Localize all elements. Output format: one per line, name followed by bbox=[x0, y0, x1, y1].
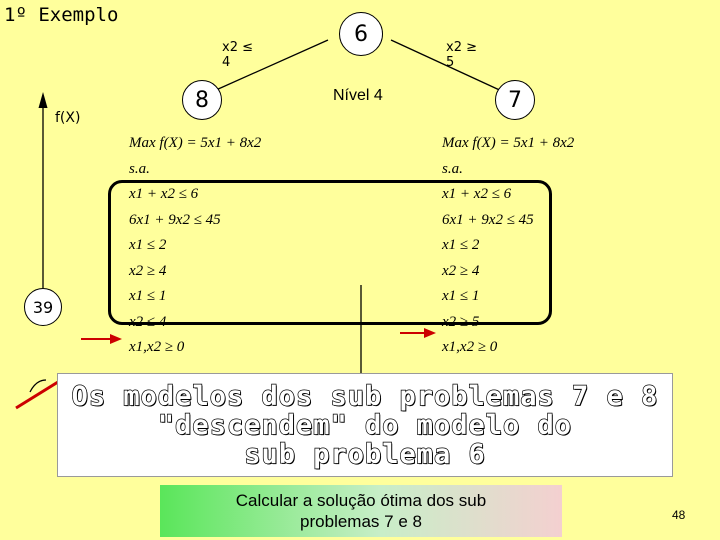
node-8-label: 8 bbox=[195, 87, 209, 113]
branch-label-left bbox=[222, 40, 253, 70]
branch-label-right bbox=[446, 40, 477, 70]
branch-label-right-line1: x2 ≥ bbox=[446, 40, 477, 55]
instruction-line: problemas 7 e 8 bbox=[300, 512, 422, 531]
incumbent-value-circle bbox=[24, 288, 62, 326]
right-model-line: Max f(X) = 5x1 + 8x2 bbox=[442, 135, 575, 151]
right-model-line: 6x1 + 9x2 ≤ 45 bbox=[442, 211, 534, 228]
left-model-line: 6x1 + 9x2 ≤ 45 bbox=[129, 211, 221, 228]
left-model bbox=[129, 131, 261, 361]
fx-axis-arrowhead bbox=[39, 92, 48, 108]
node-7-circle bbox=[495, 80, 535, 120]
left-model-line: x1 ≤ 2 bbox=[129, 237, 167, 253]
right-model-line: x1 + x2 ≤ 6 bbox=[442, 186, 512, 202]
right-pointer-arrowhead bbox=[424, 328, 436, 338]
right-model-line: s.a. bbox=[442, 160, 463, 177]
left-model-line: x1,x2 ≥ 0 bbox=[129, 339, 185, 355]
left-model-line: x1 ≤ 1 bbox=[129, 288, 167, 304]
level-label: Nível 4 bbox=[333, 87, 383, 104]
node-6-circle bbox=[339, 12, 383, 56]
branch-label-left-line1: x2 ≤ bbox=[222, 40, 253, 55]
branch-label-right-line2: 5 bbox=[446, 55, 455, 70]
left-model-line: x2 ≥ 4 bbox=[129, 262, 167, 279]
slide-title: 1º Exemplo bbox=[4, 4, 119, 26]
instruction-line: Calcular a solução ótima dos sub bbox=[235, 491, 487, 510]
fx-axis-label: f(X) bbox=[55, 110, 81, 126]
right-model bbox=[442, 131, 574, 361]
instruction-box bbox=[160, 485, 562, 537]
explanation-banner bbox=[57, 373, 673, 477]
right-model-line: x2 ≥ 4 bbox=[442, 262, 480, 279]
page-number: 48 bbox=[672, 508, 686, 522]
branch-label-left-line2: 4 bbox=[222, 55, 231, 70]
left-model-line: x2 ≤ 4 bbox=[129, 313, 167, 330]
banner-line: Os modelos dos sub problemas 7 e 8 bbox=[71, 380, 659, 412]
node-8-circle bbox=[182, 80, 222, 120]
banner-line: sub problema 6 bbox=[244, 438, 486, 470]
left-model-line: Max f(X) = 5x1 + 8x2 bbox=[129, 135, 262, 151]
right-model-line: x1,x2 ≥ 0 bbox=[442, 339, 498, 355]
banner-line: "descendem" do modelo do bbox=[157, 409, 573, 441]
right-model-line: x2 ≥ 5 bbox=[442, 313, 480, 330]
left-model-line: x1 + x2 ≤ 6 bbox=[129, 186, 199, 202]
right-model-line: x1 ≤ 1 bbox=[442, 288, 480, 304]
left-pointer-arrowhead bbox=[110, 334, 122, 344]
left-model-line: s.a. bbox=[129, 160, 150, 177]
right-model-line: x1 ≤ 2 bbox=[442, 237, 480, 253]
node-7-label: 7 bbox=[508, 87, 522, 113]
incumbent-value-label: 39 bbox=[32, 297, 54, 317]
left-cut-slash bbox=[16, 382, 58, 408]
node-6-label: 6 bbox=[354, 21, 368, 47]
